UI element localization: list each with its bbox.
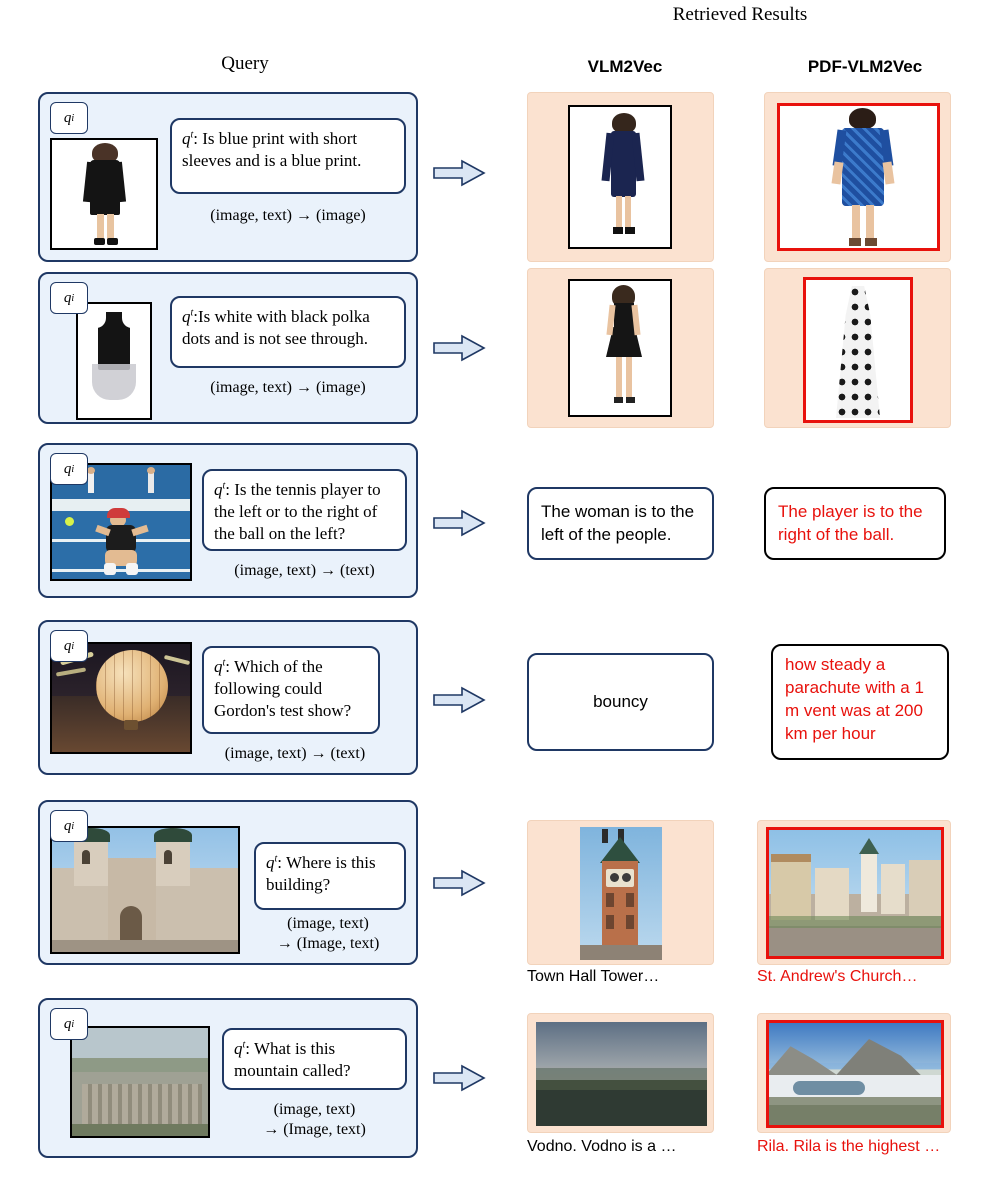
arrow-icon-2 [432,333,486,363]
query-modality-6-line2: → (Image, text) [263,1121,366,1138]
pdf-result-image-2 [803,277,913,423]
q-superscript-t: $q^t$ [214,657,226,676]
query-modality-6 [222,1100,407,1140]
query-text-5 [254,842,406,910]
query-modality-6-line1: (image, text) [273,1101,356,1118]
query-panel-5 [38,800,418,965]
pdf-caption-5: St. Andrew's Church… [757,968,918,985]
vlm2vec-result-5 [527,820,714,965]
pdf-result-4: how steady a parachute with a 1 m vent was at 200 km per hour [771,644,949,760]
retrieved-results-title: Retrieved Results [672,4,808,25]
query-text-1 [170,118,406,194]
pdf-result-image-1 [777,103,940,251]
vlm2vec-result-2 [527,268,714,428]
query-text-1-content: : Is blue print with short sleeves and is a blue print. [182,129,362,171]
query-id-badge: q i [50,453,88,485]
query-image-dress-sleeveless [76,302,152,420]
query-panel-6 [38,998,418,1158]
query-text-6 [222,1028,407,1090]
query-modality-5 [240,914,416,954]
query-panel-1 [38,92,418,262]
arrow-icon-6 [432,1063,486,1093]
vlm2vec-column-title: VLM2Vec [587,57,663,76]
pdf-result-3: The player is to the right of the ball. [764,487,946,560]
query-panel-2 [38,272,418,424]
q-superscript-t: $q^t$ [234,1039,246,1058]
q-superscript-t: $q^t$ [214,480,226,499]
vlm2vec-caption-6: Vodno. Vodno is a … [527,1138,677,1155]
query-modality-5-line1: (image, text) [287,915,369,932]
query-id-badge: q i [50,282,88,314]
query-panel-4 [38,620,418,775]
query-panel-3 [38,443,418,598]
pdf-result-2 [764,268,951,428]
query-text-5-content: : Where is this building? [266,853,376,895]
query-text-4-content: : Which of the following could Gordon's test show? [214,657,352,721]
vlm2vec-result-image-1 [568,105,672,249]
query-image-mountain-town [70,1026,210,1138]
q-superscript-t: $q^t$ [182,307,194,326]
pdf-result-image-5 [766,827,944,959]
pdf-result-image-6 [766,1020,944,1128]
query-text-3-content: : Is the tennis player to the left or to the right of the ball on the left? [214,480,381,544]
vlm2vec-result-image-2 [568,279,672,417]
query-image-dress-black [50,138,158,250]
query-text-6-content: : What is this mountain called? [234,1039,351,1081]
query-column-title: Query [221,53,269,74]
arrow-icon-3 [432,508,486,538]
query-text-2-content: :Is white with black polka dots and is not see through. [182,307,370,349]
query-modality-3: (image, text) → (text) [234,562,375,579]
query-id-badge: q i [50,810,88,842]
query-text-2 [170,296,406,368]
vlm2vec-result-6 [527,1013,714,1133]
query-modality-5-line2: → (Image, text) [276,935,380,952]
vlm2vec-result-4: bouncy [527,653,714,751]
pdf-caption-6: Rila. Rila is the highest … [757,1138,941,1155]
query-modality-4: (image, text) → (text) [224,745,366,762]
query-id-badge: q i [50,102,88,134]
vlm2vec-result-image-5 [580,827,662,960]
pdf-result-5 [757,820,951,965]
vlm2vec-result-1 [527,92,714,262]
query-text-3 [202,469,407,551]
vlm2vec-result-3: The woman is to the left of the people. [527,487,714,560]
query-modality-2: (image, text) → (image) [210,379,366,396]
pdf-result-6 [757,1013,951,1133]
arrow-icon-1 [432,158,486,188]
q-superscript-t: $q^t$ [266,853,278,872]
pdf-result-1 [764,92,951,262]
query-modality-1: (image, text) → (image) [210,207,366,224]
query-text-4 [202,646,380,734]
arrow-icon-5 [432,868,486,898]
vlm2vec-caption-5: Town Hall Tower… [527,968,660,985]
query-id-badge: q i [50,1008,88,1040]
pdf-vlm2vec-column-title: PDF-VLM2Vec [807,57,923,76]
arrow-icon-4 [432,685,486,715]
query-image-church [50,826,240,954]
q-superscript-t: $q^t$ [182,129,194,148]
query-id-badge: q i [50,630,88,662]
vlm2vec-result-image-6 [536,1022,707,1126]
